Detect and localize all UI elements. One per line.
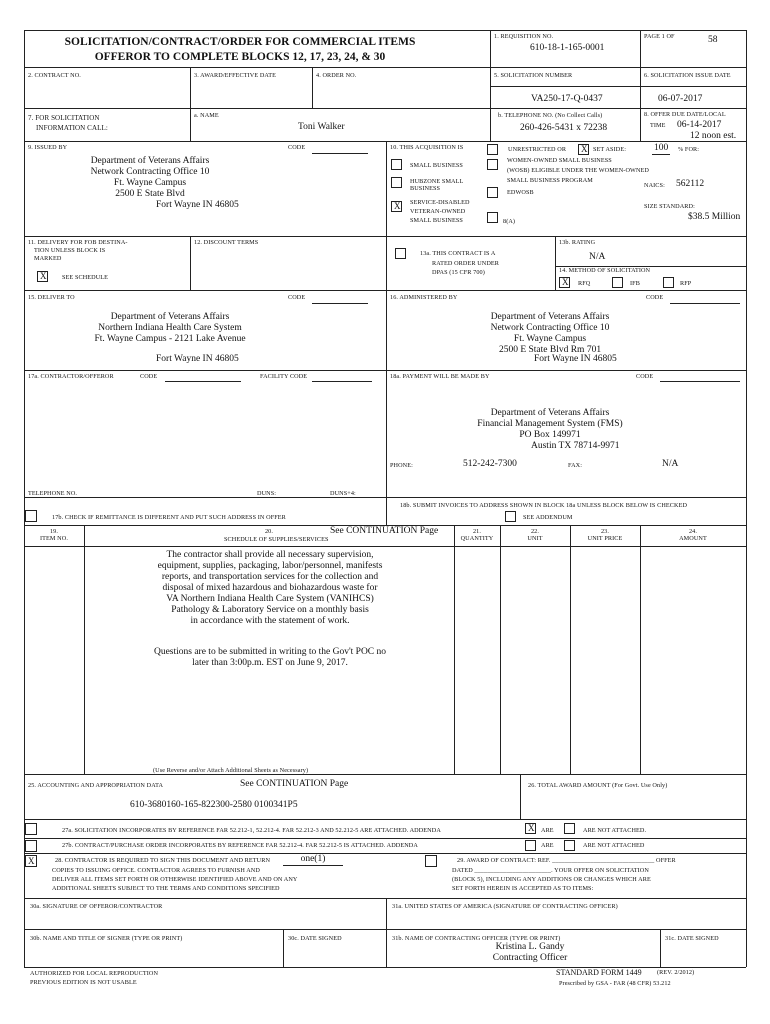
- contractor-code-field[interactable]: [165, 381, 241, 382]
- rfq-label: RFQ: [578, 280, 591, 287]
- footer-previous-edition: PREVIOUS EDITION IS NOT USABLE: [30, 979, 137, 986]
- set-aside-label: SET ASIDE:: [593, 146, 627, 153]
- page-label: PAGE 1 OF: [644, 33, 675, 40]
- signer-name-label: 30b. NAME AND TITLE OF SIGNER (TYPE OR PRINT): [30, 935, 183, 942]
- col-schedule-label: SCHEDULE OF SUPPLIES/SERVICES: [224, 536, 329, 543]
- method-label: 14. METHOD OF SOLICITATION: [559, 267, 651, 274]
- co-signature-label: 31a. UNITED STATES OF AMERICA (SIGNATURE OF CONTRACTING OFFICER): [392, 903, 618, 910]
- administered-by-line: 2500 E State Blvd Rm 701: [498, 345, 602, 355]
- award-checkbox[interactable]: [425, 855, 437, 867]
- issued-by-city: Fort Wayne IN 46805: [156, 200, 239, 210]
- payment-line: Financial Management System (FMS): [477, 419, 623, 429]
- payment-city: Austin TX 78714-9971: [531, 441, 620, 451]
- remittance-label: 17b. CHECK IF REMITTANCE IS DIFFERENT AND PUT SUCH ADDRESS IN OFFER: [52, 514, 286, 521]
- payment-line: PO Box 149971: [519, 430, 581, 440]
- deliver-to-city: Fort Wayne IN 46805: [156, 354, 239, 364]
- percent-for-label: % FOR:: [678, 146, 700, 153]
- administered-by-code-field[interactable]: [670, 303, 740, 304]
- solicitation-issue-date[interactable]: 06-07-2017: [658, 94, 703, 104]
- order-no-label: 4. ORDER NO.: [316, 72, 357, 79]
- deliver-to-line: Department of Veterans Affairs: [110, 312, 230, 322]
- 27a-are-label: ARE: [541, 827, 554, 834]
- poc-telephone[interactable]: 260-426-5431 x 72238: [520, 123, 608, 133]
- telephone-no-label: TELEPHONE NO.: [28, 490, 78, 497]
- administered-by-line: Network Contracting Office 10: [490, 323, 610, 333]
- co-date-label: 31c. DATE SIGNED: [665, 935, 719, 942]
- rating-value[interactable]: N/A: [589, 252, 606, 262]
- description-line: equipment, supplies, packaging, labor/personnel, manifests: [157, 561, 383, 571]
- issued-by-line: 2500 E State Blvd: [115, 189, 185, 199]
- administered-by-city: Fort Wayne IN 46805: [534, 354, 617, 364]
- contractor-label: 17a. CONTRACTOR/OFFEROR: [28, 373, 114, 380]
- offer-due-date[interactable]: 06-14-2017: [677, 120, 722, 130]
- col-unit-num: 22.: [530, 528, 540, 535]
- questions-line: later than 3:00p.m. EST on June 9, 2017.: [192, 658, 348, 668]
- info-call-label-2: INFORMATION CALL:: [36, 124, 108, 132]
- co-title: Contracting Officer: [492, 953, 568, 963]
- block29-line1: 29. AWARD OF CONTRACT: REF. ________________________________ OFFER: [457, 857, 676, 864]
- poc-name[interactable]: Toni Walker: [298, 122, 345, 132]
- acquisition-label: 10. THIS ACQUISITION IS: [390, 144, 464, 151]
- award-date-label: 3. AWARD/EFFECTIVE DATE: [194, 72, 277, 79]
- size-standard-value[interactable]: $38.5 Million: [688, 212, 741, 222]
- rated-order-label-2: RATED ORDER UNDER: [432, 260, 500, 267]
- wosb-label-2: (WOSB) ELIGIBLE UNDER THE WOMEN-OWNED: [507, 167, 649, 174]
- col-amount-num: 24.: [688, 528, 698, 535]
- footer-prescribed: Prescribed by GSA - FAR (48 CFR) 53.212: [559, 980, 671, 987]
- set-aside-checkbox[interactable]: X: [578, 144, 589, 155]
- 27a-are-not-label: ARE NOT ATTACHED.: [583, 827, 647, 834]
- form-subtitle: OFFEROR TO COMPLETE BLOCKS 12, 17, 23, 24, & 30: [94, 51, 386, 63]
- deliver-to-code-label: CODE: [288, 294, 306, 301]
- 27b-are-label: ARE: [541, 842, 554, 849]
- small-business-label: SMALL BUSINESS: [410, 162, 463, 169]
- 27b-checkbox[interactable]: [25, 840, 37, 852]
- deliver-to-line: Northern Indiana Health Care System: [98, 323, 242, 333]
- naics-label: NAICS:: [644, 182, 665, 189]
- issued-by-line: Department of Veterans Affairs: [90, 156, 210, 166]
- accounting-note: See CONTINUATION Page: [240, 779, 349, 789]
- sdvosb-label: SERVICE-DISABLED: [410, 199, 470, 206]
- payment-label: 18a. PAYMENT WILL BE MADE BY: [390, 373, 490, 380]
- edwosb-checkbox[interactable]: [487, 187, 498, 198]
- contract-no-label: 2. CONTRACT NO.: [28, 72, 81, 79]
- see-addendum-checkbox[interactable]: [505, 511, 516, 522]
- requisition-value[interactable]: 610-18-1-165-0001: [530, 43, 605, 53]
- administered-by-line: Ft. Wayne Campus: [513, 334, 587, 344]
- eight-a-checkbox[interactable]: [487, 212, 498, 223]
- page-total: 58: [708, 35, 718, 45]
- reverse-note: (Use Reverse and/or Attach Additional Sheets as Necessary): [153, 767, 309, 774]
- block28-line2: COPIES TO ISSUING OFFICE. CONTRACTOR AGREES TO FURNISH AND: [52, 867, 260, 874]
- hubzone-label-2: BUSINESS: [410, 185, 441, 192]
- accounting-label: 25. ACCOUNTING AND APPROPRIATION DATA: [28, 782, 164, 789]
- see-addendum-label: SEE ADDENDUM: [523, 514, 573, 521]
- deliver-to-label: 15. DELIVER TO: [28, 294, 75, 301]
- delivery-fob-label: 11. DELIVERY FOR FOB DESTINA-: [28, 239, 128, 246]
- 27a-are-not-checkbox[interactable]: [564, 823, 575, 834]
- see-schedule-label: SEE SCHEDULE: [62, 274, 109, 281]
- edwosb-label: EDWOSB: [507, 189, 534, 196]
- offer-due-label: 8. OFFER DUE DATE/LOCAL: [644, 111, 726, 118]
- phone-label: PHONE:: [390, 462, 413, 469]
- payment-code-field[interactable]: [660, 381, 740, 382]
- block29-line4: SET FORTH HEREIN IS ACCEPTED AS TO ITEMS:: [452, 885, 594, 892]
- administered-by-label: 16. ADMINISTERED BY: [390, 294, 458, 301]
- facility-code-label: FACILITY CODE: [260, 373, 308, 380]
- col-unit-price-label: UNIT PRICE: [587, 535, 623, 542]
- 27a-checkbox[interactable]: [25, 823, 37, 835]
- payment-code-label: CODE: [636, 373, 654, 380]
- form-title: SOLICITATION/CONTRACT/ORDER FOR COMMERCIAL ITEMS: [64, 36, 416, 48]
- sdvosb-label-3: SMALL BUSINESS: [410, 217, 463, 224]
- payment-line: Department of Veterans Affairs: [490, 408, 610, 418]
- ifb-checkbox[interactable]: [612, 277, 623, 288]
- co-name: Kristina L. Gandy: [495, 942, 565, 952]
- facility-code-field[interactable]: [312, 381, 372, 382]
- footer-revision: (REV. 2/2012): [657, 969, 695, 976]
- issued-by-label: 9. ISSUED BY: [28, 144, 68, 151]
- col-quantity-label: QUANTITY: [460, 535, 494, 542]
- issued-by-code-label: CODE: [288, 144, 306, 151]
- delivery-fob-label-3: MARKED: [34, 255, 62, 262]
- description-line: VA Northern Indiana Health Care System (VANIHCS): [166, 594, 374, 604]
- requisition-label: 1. REQUISITION NO.: [494, 33, 554, 40]
- col-unit-label: UNIT: [527, 535, 543, 542]
- offer-due-time[interactable]: 12 noon est.: [690, 131, 737, 141]
- block29-line2: DATED ________________________. YOUR OFFER ON SOLICITATION: [452, 867, 649, 874]
- administered-by-code-label: CODE: [646, 294, 664, 301]
- info-call-label: 7. FOR SOLICITATION: [28, 114, 100, 122]
- rated-order-label-3: DPAS (15 CFR 700): [432, 269, 485, 276]
- unrestricted-checkbox[interactable]: [487, 144, 498, 155]
- sdvosb-checkbox[interactable]: X: [391, 201, 402, 212]
- wosb-label-3: SMALL BUSINESS PROGRAM: [507, 177, 593, 184]
- copies-value[interactable]: one(1): [283, 855, 343, 866]
- fax-label: FAX:: [568, 462, 583, 469]
- rfq-checkbox[interactable]: X: [559, 277, 570, 288]
- deliver-to-line: Ft. Wayne Campus - 2121 Lake Avenue: [94, 334, 246, 344]
- 27a-text: 27a. SOLICITATION INCORPORATES BY REFERENCE FAR 52.212-1, 52.212-4. FAR 52.212-3 AND 52.212-5 ARE ATTACHED. ADDENDA: [62, 827, 441, 834]
- remittance-checkbox[interactable]: [25, 510, 37, 522]
- continuation-note: See CONTINUATION Page: [330, 526, 439, 536]
- sdvosb-label-2: VETERAN-OWNED: [410, 208, 466, 215]
- total-award-label: 26. TOTAL AWARD AMOUNT (For Govt. Use Only): [528, 782, 668, 789]
- col-schedule-num: 20.: [264, 528, 274, 535]
- set-aside-percent[interactable]: 100: [654, 143, 669, 153]
- small-business-checkbox[interactable]: [391, 159, 402, 170]
- questions-line: Questions are to be submitted in writing to the Gov't POC no: [153, 647, 387, 657]
- deliver-to-code-field[interactable]: [312, 303, 368, 304]
- 27b-text: 27b. CONTRACT/PURCHASE ORDER INCORPORATES BY REFERENCE FAR 52.212-4. FAR 52.212-5 IS ATTACHED. ADDENDA: [62, 842, 418, 849]
- duns4-label: DUNS+4:: [330, 490, 356, 497]
- rated-order-checkbox[interactable]: [395, 248, 406, 259]
- description-line: The contractor shall provide all necessary supervision,: [166, 550, 374, 560]
- duns-label: DUNS:: [257, 490, 277, 497]
- rfp-label: RFP: [680, 280, 692, 287]
- unrestricted-label: UNRESTRICTED OR: [508, 146, 567, 153]
- wosb-label: WOMEN-OWNED SMALL BUSINESS: [507, 157, 612, 164]
- block28-line1: 28. CONTRACTOR IS REQUIRED TO SIGN THIS DOCUMENT AND RETURN: [55, 857, 271, 864]
- rfp-checkbox[interactable]: [663, 277, 674, 288]
- co-name-label: 31b. NAME OF CONTRACTING OFFICER (TYPE OR PRINT): [392, 935, 561, 942]
- col-item-label: ITEM NO.: [40, 535, 68, 542]
- submit-invoices-label: 18b. SUBMIT INVOICES TO ADDRESS SHOWN IN BLOCK 18a UNLESS BLOCK BELOW IS CHECKED: [400, 502, 688, 509]
- rated-order-label: 13a. THIS CONTRACT IS A: [420, 250, 496, 257]
- eight-a-label: 8(A): [503, 218, 516, 225]
- footer-form-name: STANDARD FORM 1449: [556, 968, 642, 977]
- size-standard-label: SIZE STANDARD:: [644, 203, 695, 210]
- rating-label: 13b. RATING: [559, 239, 596, 246]
- hubzone-checkbox[interactable]: [391, 177, 402, 188]
- issued-by-line: Network Contracting Office 10: [90, 167, 210, 177]
- description-line: reports, and transportation services for the collection and: [161, 572, 379, 582]
- offer-due-time-label: TIME: [650, 122, 666, 129]
- col-unit-price-num: 23.: [600, 528, 610, 535]
- col-amount-label: AMOUNT: [679, 535, 707, 542]
- block28-line3: DELIVER ALL ITEMS SET FORTH OR OTHERWISE IDENTIFIED ABOVE AND ON ANY: [52, 876, 298, 883]
- accounting-value[interactable]: 610-3680160-165-822300-2580 0100341P5: [130, 800, 298, 810]
- issued-by-code-field[interactable]: [312, 153, 368, 154]
- block28-line4: ADDITIONAL SHEETS SUBJECT TO THE TERMS AND CONDITIONS SPECIFIED: [52, 885, 280, 892]
- solicitation-issue-date-label: 6. SOLICITATION ISSUE DATE: [644, 72, 731, 79]
- payment-fax[interactable]: N/A: [662, 459, 679, 469]
- naics-value[interactable]: 562112: [676, 179, 705, 189]
- solicitation-number[interactable]: VA250-17-Q-0437: [531, 94, 603, 104]
- 27b-are-not-checkbox[interactable]: [564, 840, 575, 851]
- offeror-date-label: 30c. DATE SIGNED: [288, 935, 342, 942]
- payment-phone[interactable]: 512-242-7300: [463, 459, 517, 469]
- administered-by-line: Department of Veterans Affairs: [490, 312, 610, 322]
- col-quantity-num: 21.: [472, 528, 482, 535]
- offeror-signature-label: 30a. SIGNATURE OF OFFEROR/CONTRACTOR: [30, 903, 163, 910]
- solicitation-number-label: 5. SOLICITATION NUMBER: [494, 72, 573, 79]
- see-schedule-checkbox[interactable]: X: [37, 271, 48, 282]
- footer-reproduction: AUTHORIZED FOR LOCAL REPRODUCTION: [30, 970, 159, 977]
- description-line: Pathology & Laboratory Service on a monthly basis: [171, 605, 369, 615]
- block29-line3: (BLOCK 5), INCLUDING ANY ADDITIONS OR CHANGES WHICH ARE: [452, 876, 651, 883]
- contractor-sign-checkbox[interactable]: X: [25, 855, 37, 867]
- discount-terms-label: 12. DISCOUNT TERMS: [194, 239, 259, 246]
- name-label: a. NAME: [194, 112, 219, 119]
- description-line: in accordance with the statement of work.: [190, 616, 350, 626]
- contractor-code-label: CODE: [140, 373, 158, 380]
- issued-by-line: Ft. Wayne Campus: [113, 178, 187, 188]
- 27b-are-checkbox[interactable]: [525, 840, 536, 851]
- 27b-are-not-label: ARE NOT ATTACHED: [583, 842, 645, 849]
- 27a-are-checkbox[interactable]: X: [525, 823, 536, 834]
- telephone-label: b. TELEPHONE NO. (No Collect Calls): [498, 112, 603, 119]
- description-line: disposal of mixed hazardous and biohazardous waste for: [162, 583, 378, 593]
- ifb-label: IFB: [630, 280, 640, 287]
- col-item-num: 19.: [49, 528, 59, 535]
- wosb-checkbox[interactable]: [487, 159, 498, 170]
- hubzone-label: HUBZONE SMALL: [410, 178, 464, 185]
- delivery-fob-label-2: TION UNLESS BLOCK IS: [34, 247, 106, 254]
